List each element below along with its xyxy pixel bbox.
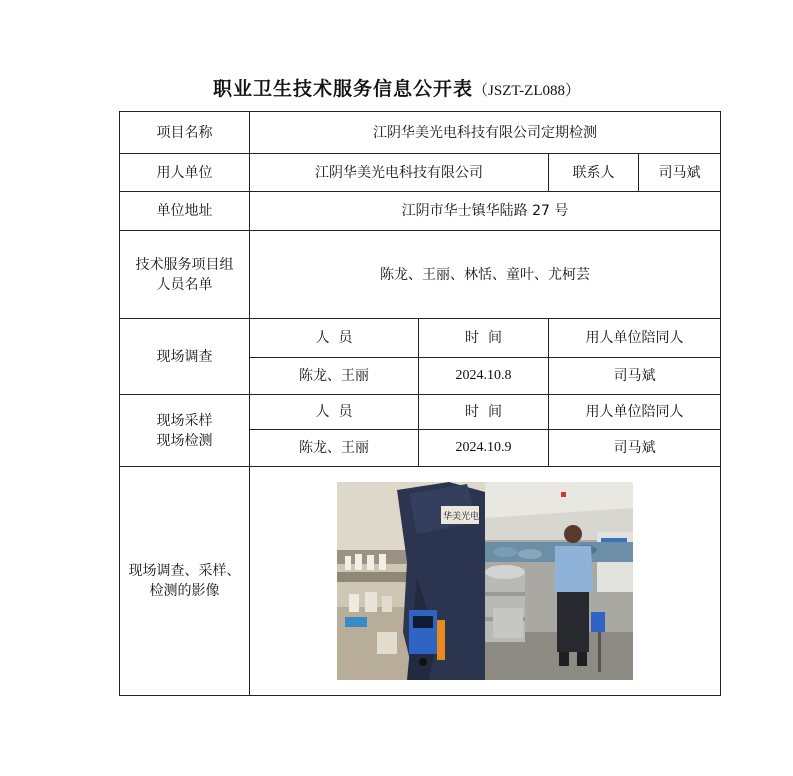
info-table	[119, 111, 721, 696]
sampling-personnel-header: 人 员	[250, 395, 419, 430]
team-label	[120, 231, 250, 319]
address-value: 江阴市华士镇华陆路 27 号	[250, 192, 721, 231]
employer-label: 用人单位	[120, 154, 250, 192]
survey-personnel-header: 人 员	[250, 319, 419, 358]
sampling-label-line1: 现场采样	[156, 412, 213, 429]
survey-label: 现场调查	[120, 319, 250, 395]
survey-personnel: 陈龙、王丽	[250, 358, 419, 395]
address-label: 单位地址	[120, 192, 250, 231]
sampling-personnel: 陈龙、王丽	[250, 430, 419, 467]
sampling-time-header: 时 间	[419, 395, 549, 430]
team-value: 陈龙、王丽、林恬、童叶、尤柯芸	[250, 231, 721, 319]
sampling-companion-header: 用人单位陪同人	[549, 395, 721, 430]
photo-survey-sampling	[337, 482, 485, 680]
images-label-line1: 现场调查、采样、	[128, 563, 241, 579]
contact-label: 联系人	[549, 154, 639, 192]
photo-strip	[250, 482, 720, 680]
project-name-label: 项目名称	[120, 112, 250, 154]
contact-value: 司马斌	[639, 154, 721, 192]
project-name-value: 江阴华美光电科技有限公司定期检测	[250, 112, 721, 154]
sampling-companion: 司马斌	[549, 430, 721, 467]
sampling-date: 2024.10.9	[419, 430, 549, 467]
team-label-line2: 人员名单	[156, 276, 213, 293]
team-label-line1: 技术服务项目组	[135, 256, 234, 273]
document-title	[0, 74, 793, 101]
sampling-label	[120, 395, 250, 467]
survey-companion-header: 用人单位陪同人	[549, 319, 721, 358]
vest-text: 华美光电	[443, 512, 480, 522]
images-label-line2: 检测的影像	[149, 583, 220, 599]
images-label	[120, 467, 250, 696]
images-cell	[250, 467, 721, 696]
photo-onsite-survey	[485, 482, 633, 680]
survey-date: 2024.10.8	[419, 358, 549, 395]
title-main: 职业卫生技术服务信息公开表	[213, 78, 474, 100]
sampling-label-line2: 现场检测	[156, 432, 213, 449]
survey-time-header: 时 间	[419, 319, 549, 358]
title-code: （JSZT-ZL088）	[473, 83, 580, 99]
survey-companion: 司马斌	[549, 358, 721, 395]
employer-value: 江阴华美光电科技有限公司	[250, 154, 549, 192]
